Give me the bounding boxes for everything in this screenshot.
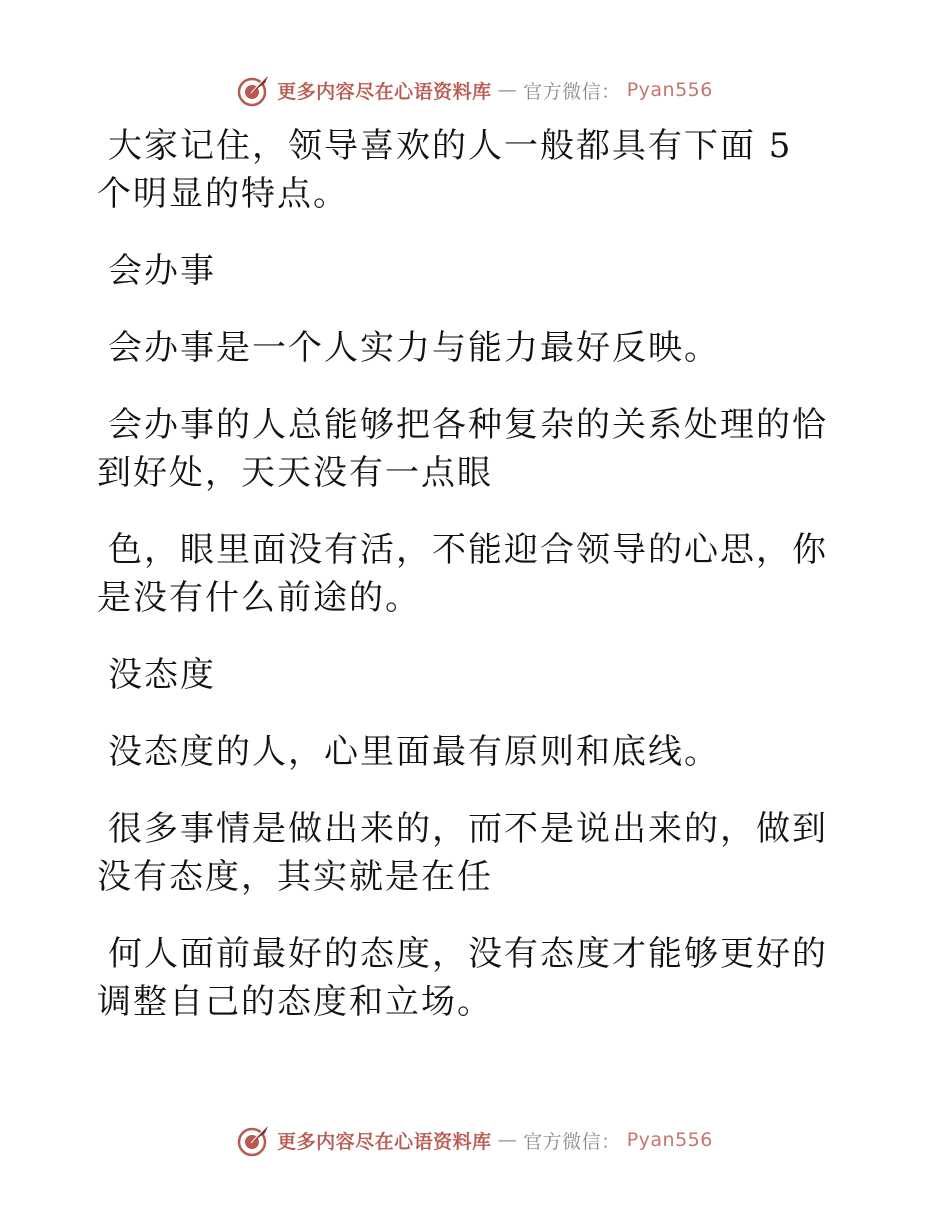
footer-watermark <box>0 1122 950 1158</box>
paragraph: 没态度的人，心里面最有原则和底线。 <box>108 732 720 772</box>
watermark-main-text: 更多内容尽在心语资料库 <box>277 80 492 103</box>
document-body <box>97 122 837 1026</box>
paragraph: 色，眼里面没有活，不能迎合领导的心思，你是没有什么前途的。 <box>97 530 828 618</box>
paragraph: 会办事是一个人实力与能力最好反映。 <box>108 328 720 368</box>
watermark-wechat-id: Pyan556 <box>626 1129 713 1151</box>
paragraph: 会办事的人总能够把各种复杂的关系处理的恰到好处，天天没有一点眼 <box>97 405 828 493</box>
watermark-separator: — <box>497 1129 518 1151</box>
section-heading: 没态度 <box>108 655 216 695</box>
watermark-sub-text: 官方微信： <box>523 1130 621 1153</box>
paragraph: 大家记住，领导喜欢的人一般都具有下面 5 个明显的特点。 <box>97 126 793 214</box>
quill-pen-logo-icon <box>237 73 271 107</box>
paragraph: 何人面前最好的态度，没有态度才能够更好的调整自己的态度和立场。 <box>97 934 828 1022</box>
watermark-main-text: 更多内容尽在心语资料库 <box>277 1130 492 1153</box>
watermark-sub-text: 官方微信： <box>523 80 621 103</box>
paragraph: 很多事情是做出来的，而不是说出来的，做到没有态度，其实就是在任 <box>97 809 828 897</box>
watermark-wechat-id: Pyan556 <box>626 79 713 101</box>
header-watermark <box>0 72 950 108</box>
quill-pen-logo-icon <box>237 1123 271 1157</box>
watermark-separator: — <box>497 79 518 101</box>
section-heading: 会办事 <box>108 251 216 291</box>
